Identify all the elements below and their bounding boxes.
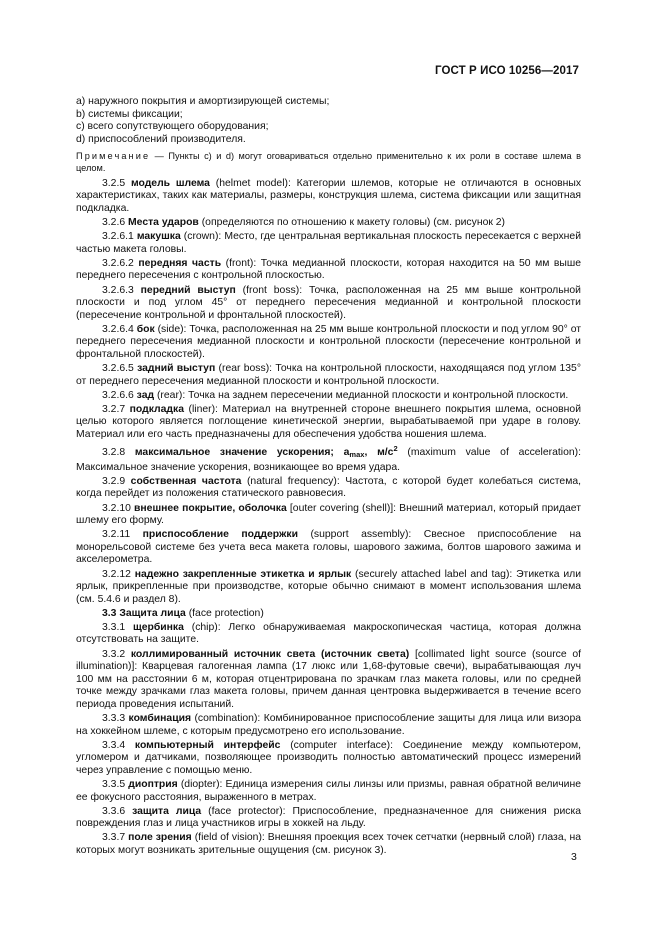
clause-text: [outer covering (shell)]: Внешний материал, который придает шлему его форму. <box>76 502 581 527</box>
clause-number: 3.2.6.3 <box>102 284 134 296</box>
clause-3-3-4 <box>76 740 581 778</box>
clause-term: комбинация <box>128 713 192 725</box>
clause-term: приспособление поддержки <box>142 529 298 541</box>
clause-number: 3.2.11 <box>102 529 131 541</box>
clause-3-2-6-2 <box>76 258 581 283</box>
clause-term: Защита лица <box>119 607 186 619</box>
clause-number: 3.2.6 <box>102 217 126 229</box>
standard-header: ГОСТ Р ИСО 10256—2017 <box>434 65 579 77</box>
clause-text: (securely attached label and tag): Этикетка или ярлык, прикрепленные при производстве, которые обычно снимают в момент использования шлема (см. 5.4.6 и раздел 8). <box>76 568 581 605</box>
clause-number: 3.2.6.2 <box>102 257 134 269</box>
clause-number: 3.2.10 <box>102 502 131 514</box>
clause-text: (diopter): Единица измерения силы линзы или призмы, равная обратной величине ее фокусного расстояния, выраженного в метрах. <box>76 779 581 803</box>
list-item: c) всего сопутствующего оборудования; <box>76 121 269 133</box>
clause-number: 3.2.12 <box>102 568 131 580</box>
clause-number: 3.3.1 <box>102 621 126 633</box>
clause-term: коллимированный источник света (источник света) <box>130 648 410 660</box>
clause-term: внешнее покрытие, оболочка <box>134 502 287 514</box>
clause-text: (chip): Легко обнаруживаемая макроскопическая частица, которая должна отсутствовать на защите. <box>76 621 581 646</box>
clause-text: (определяются по отношению к макету головы) (см. рисунок 2) <box>198 217 506 229</box>
clause-number: 3.3.2 <box>102 648 126 660</box>
clause-symbol: a <box>333 447 350 459</box>
clause-number: 3.3.7 <box>102 832 126 844</box>
clause-number: 3.2.7 <box>102 403 126 415</box>
clause-3-3 <box>76 608 581 621</box>
clause-3-2-6-5 <box>76 363 581 388</box>
clause-number: 3.2.9 <box>102 475 126 487</box>
clause-3-2-12 <box>76 569 581 607</box>
clause-3-3-7 <box>76 832 581 857</box>
clause-number: 3.3.3 <box>102 713 126 725</box>
clause-number: 3.3.6 <box>102 805 126 817</box>
list-item: d) приспособлений производителя. <box>76 133 246 145</box>
clause-3-2-6-4 <box>76 324 581 362</box>
clause-number: 3.3 <box>102 607 117 619</box>
clause-term: щербинка <box>132 621 184 633</box>
note <box>76 151 581 173</box>
clause-3-3-2 <box>76 649 581 712</box>
clause-term: зад <box>136 389 155 401</box>
clause-number: 3.2.8 <box>102 447 126 459</box>
clause-3-3-6 <box>76 806 581 831</box>
clause-term: защита лица <box>132 805 202 817</box>
clause-term: передняя часть <box>138 257 222 269</box>
clause-3-2-9 <box>76 476 581 501</box>
clause-3-3-3 <box>76 713 581 738</box>
clause-text: (helmet model): Категории шлемов, которые не отличаются в основных характеристиках, таких как материалы, размеры, конструкция шлема, система фиксации или защитная подкладка. <box>76 177 582 214</box>
clause-text: [collimated light source (source of illumination)]: Кварцевая галогенная лампа (17 люкс или 1,68-футовые свечи), вырабатывающая луч 100 мм на расстоянии 6 м, которая отцентрирована по зрачкам глаз макета головы, или по средней точке между зрачками глаз макета головы, причем данная центровка выдерживается в течение всего периода проведения испытаний. <box>76 648 581 710</box>
clause-3-2-8 <box>76 443 581 474</box>
clause-text: (front): Точка медианной плоскости, которая находится на 50 мм выше переднего пересечения с контрольной плоскостью. <box>76 257 582 282</box>
clause-text: (rear boss): Точка на контрольной плоскости, находящаяся под углом 135° от переднего пересечения медианной плоскости и контрольной плоскости. <box>76 363 581 387</box>
clause-term: поле зрения <box>128 832 192 844</box>
clause-term: задний выступ <box>137 363 216 375</box>
clause-text: (face protection) <box>185 607 264 619</box>
note-dash: — <box>150 151 169 162</box>
clause-3-2-11 <box>76 529 581 567</box>
clause-term: собственная частота <box>130 475 242 487</box>
clause-term: Места ударов <box>128 217 199 229</box>
clause-term: макушка <box>136 231 181 243</box>
page-number: 3 <box>571 851 577 863</box>
clause-text: (crown): Место, где центральная вертикальная плоскость пересекается с верхней частью макета головы. <box>76 231 582 255</box>
clause-3-2-5 <box>76 178 581 216</box>
clause-number: 3.2.5 <box>102 177 126 189</box>
page-content <box>76 96 581 858</box>
clause-3-2-10 <box>76 503 581 528</box>
clause-3-2-7 <box>76 404 581 442</box>
clause-text: (combination): Комбинированное приспособление защиты для лица или визора на хоккейном шлеме, с которым предусмотрено его использование. <box>76 713 582 737</box>
clause-term: подкладка <box>129 403 184 415</box>
list-item: b) системы фиксации; <box>76 108 183 120</box>
clause-term: надежно закрепленные этикетка и ярлык <box>134 568 352 580</box>
clause-number: 3.2.6.5 <box>102 363 134 375</box>
clause-3-2-6-1 <box>76 231 581 256</box>
clause-number: 3.3.5 <box>102 779 126 790</box>
clause-text: (liner): Материал на внутренней стороне внешнего покрытия шлема, основной целью которого является поглощение кинетической энергии, вырабатываемой при ударе в голову. Материал или его часть предназначены для обеспечения удобства ношения шлема. <box>76 403 581 441</box>
clause-term: модель шлема <box>130 177 210 189</box>
note-label: Примечание <box>76 151 151 162</box>
clause-unit: , м/с <box>364 447 394 459</box>
clause-number: 3.3.4 <box>102 739 126 751</box>
clause-3-3-5 <box>76 779 581 804</box>
clause-term: компьютерный интерфейс <box>134 739 281 751</box>
clause-3-3-1 <box>76 622 581 647</box>
clause-text: (front boss): Точка, расположенная на 25 мм выше контрольной плоскости и под углом 45° от переднего пересечения медианной и контрольной плоскости (пересечение контрольной и фронтальной плоскостей). <box>76 284 581 321</box>
clause-text: (side): Точка, расположенная на 25 мм выше контрольной плоскости и под углом 90° от переднего пересечения медианной плоскости и контрольной плоскости (пересечение контрольной и фронтальной плоскостей). <box>76 323 582 360</box>
clause-number: 3.2.6.6 <box>102 389 134 401</box>
clause-3-2-6-6 <box>76 390 581 403</box>
list-item: a) наружного покрытия и амортизирующей системы; <box>76 96 330 107</box>
clause-unit-superscript: 2 <box>393 444 398 454</box>
clause-text: (computer interface): Соединение между компьютером, угломером и датчиками, позволяющее производить полностью автоматический процесс измерений через управление с помощью меню. <box>76 739 582 776</box>
clause-text: (maximum value of acceleration): Максимальное значение ускорения, возникающее во время удара. <box>76 447 581 473</box>
clause-text: (natural frequency): Частота, с которой будет колебаться система, когда перейдет из положения статического равновесия. <box>76 475 582 500</box>
clause-number: 3.2.6.1 <box>102 231 134 243</box>
clause-term: передний выступ <box>140 284 236 296</box>
clause-3-2-6 <box>76 217 581 230</box>
clause-text: (support assembly): Свесное приспособление на монорельсовой системе без учета веса макета головы, шарового зажима, болтов шарового зажима и акселерометра. <box>76 529 582 566</box>
note-text: Пункты c) и d) могут оговариваться отдельно применительно к их роли в составе шлема в целом. <box>76 151 581 173</box>
clause-text: (field of vision): Внешняя проекция всех точек сетчатки (нервный слой) глаза, на которых могут возникать зрительные ощущения (см. рисунок 3). <box>76 832 581 856</box>
clause-term: бок <box>136 323 155 335</box>
clause-text: (rear): Точка на заднем пересечении медианной плоскости и контрольной плоскости. <box>154 389 569 401</box>
clause-term: максимальное значение ускорения; <box>134 447 334 459</box>
clause-text: (face protector): Приспособление, предназначенное для снижения риска повреждения глаз и лица участников игры в хоккей на льду. <box>76 805 582 830</box>
clause-term: диоптрия <box>128 779 178 790</box>
clause-symbol-subscript: max <box>349 450 365 460</box>
clause-number: 3.2.6.4 <box>102 323 134 335</box>
clause-3-2-6-3 <box>76 285 581 323</box>
